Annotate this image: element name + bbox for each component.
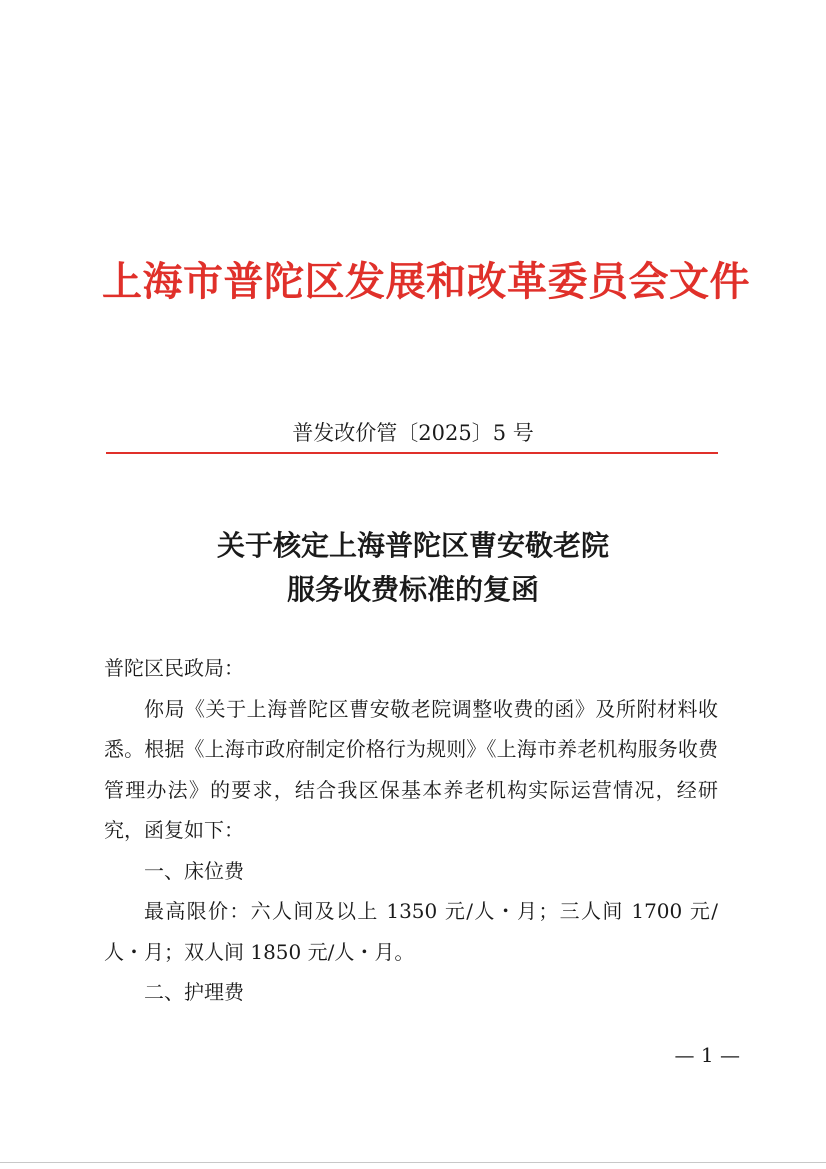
section-heading-nursing-fee: 二、护理费	[144, 980, 244, 1004]
subject-line-2: 服务收费标准的复函	[286, 573, 539, 606]
document-body	[104, 648, 718, 1013]
issuer-title: 上海市普陀区发展和改革委员会文件	[102, 258, 750, 305]
red-separator-line	[106, 452, 718, 454]
paragraph-intro: 你局《关于上海普陀区曹安敬老院调整收费的函》及所附材料收悉。根据《上海市政府制定价格行为规则》《上海市养老机构服务收费管理办法》的要求，结合我区保基本养老机构实际运营情况，经研究，函复如下：	[104, 696, 718, 842]
document-number: 普发改价管〔2025〕5 号	[292, 421, 534, 445]
page-number: — 1 —	[674, 1043, 740, 1067]
bed-fee-price-limits: 最高限价：六人间及以上 1350 元/人・月；三人间 1700 元/人・月；双人间 1850 元/人・月。	[104, 899, 718, 964]
page-bottom-edge	[0, 1162, 826, 1163]
salutation: 普陀区民政局：	[104, 656, 244, 680]
document-subject	[0, 524, 826, 612]
section-heading-bed-fee: 一、床位费	[144, 858, 244, 883]
subject-line-1: 关于核定上海普陀区曹安敬老院	[216, 529, 609, 562]
